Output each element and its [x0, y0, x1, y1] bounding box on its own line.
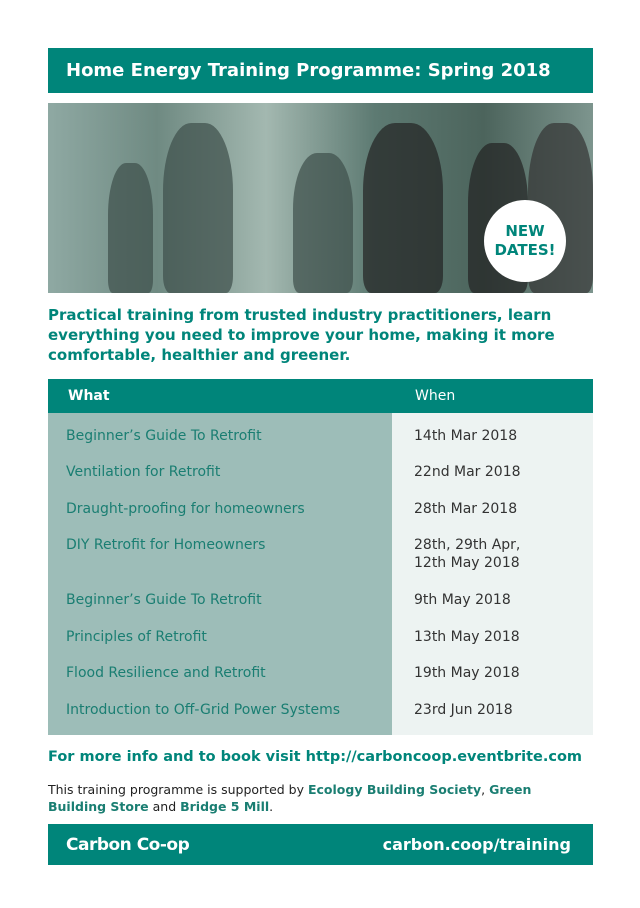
table-header — [48, 379, 593, 413]
header-what: What — [68, 388, 110, 404]
supporters-prefix: This training programme is supported by — [48, 782, 308, 797]
course-date: 28th, 29th Apr, — [414, 537, 521, 553]
brand-logo: Carbon Co-op — [66, 834, 190, 855]
course-date: 13th May 2018 — [414, 629, 520, 645]
separator: , — [481, 782, 490, 797]
course-date: 12th May 2018 — [414, 555, 520, 571]
booking-link[interactable]: For more info and to book visit http://carboncoop.eventbrite.com — [48, 749, 583, 765]
course-date: 9th May 2018 — [414, 592, 511, 608]
supporters-text — [48, 781, 568, 815]
what-column — [48, 413, 392, 735]
separator: and — [148, 799, 181, 814]
intro-text: Practical training from trusted industry practitioners, learn everything you need to improve your home, making it more comfortable, healthier and greener. — [48, 306, 555, 364]
course-date: 19th May 2018 — [414, 665, 520, 681]
supporter-name: Green Building Store — [48, 782, 532, 814]
header-when: When — [415, 388, 456, 404]
course-date: 14th Mar 2018 — [414, 428, 518, 444]
footer-url[interactable]: carbon.coop/training — [382, 835, 571, 854]
badge-line: NEW — [505, 221, 545, 240]
table-body — [48, 413, 593, 735]
course-name: Ventilation for Retrofit — [66, 464, 221, 480]
course-name: Principles of Retrofit — [66, 629, 207, 645]
separator: . — [269, 799, 274, 814]
course-name: Beginner’s Guide To Retrofit — [66, 592, 262, 608]
footer-bar — [48, 824, 593, 865]
course-name: Flood Resilience and Retrofit — [66, 665, 266, 681]
course-date: 28th Mar 2018 — [414, 501, 518, 517]
supporter-name: Bridge 5 Mill — [180, 799, 270, 814]
schedule-table — [48, 379, 593, 735]
course-date: 23rd Jun 2018 — [414, 702, 513, 718]
course-name: Beginner’s Guide To Retrofit — [66, 428, 262, 444]
badge-line: DATES! — [494, 241, 556, 259]
page-title: Home Energy Training Programme: Spring 2018 — [48, 48, 593, 93]
new-dates-badge — [484, 200, 566, 282]
course-name: Introduction to Off-Grid Power Systems — [66, 702, 341, 718]
course-name: Draught-proofing for homeowners — [66, 501, 305, 517]
course-date: 22nd Mar 2018 — [414, 464, 521, 480]
supporter-name: Ecology Building Society — [307, 782, 482, 797]
course-name: DIY Retrofit for Homeowners — [66, 537, 266, 553]
when-column — [392, 413, 593, 735]
